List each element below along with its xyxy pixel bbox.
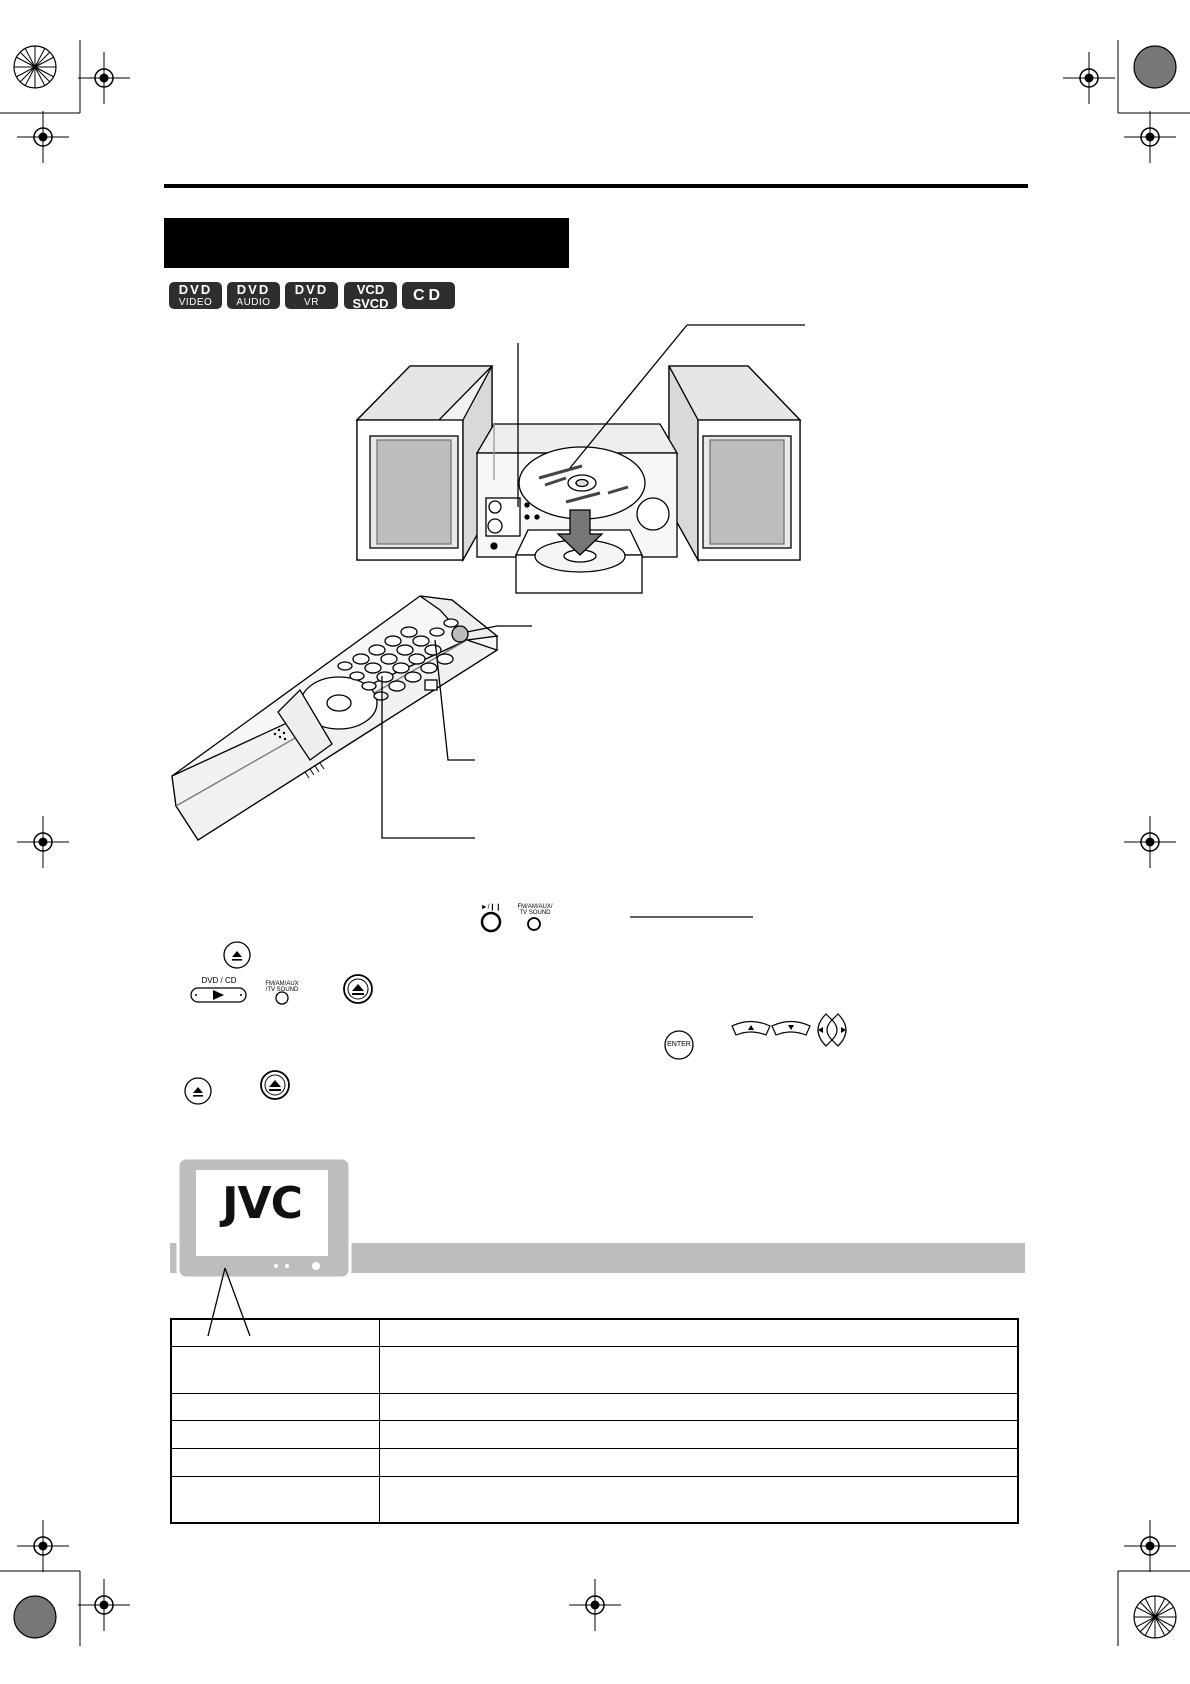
disc-badge-dvd-vr (285, 282, 338, 309)
fm-am-aux-tv-sound-button-icon (276, 992, 288, 1004)
table-cell-label (171, 1476, 380, 1523)
table-cell-label (171, 1421, 380, 1449)
eject-button-icon (224, 942, 250, 968)
badge-top-text: VCD (356, 282, 385, 297)
table-cell-label (171, 1449, 380, 1477)
tv-screen-logo: JVC (222, 1178, 302, 1229)
unit-fm-am-aux-label-bottom: /TV SOUND (265, 987, 299, 993)
unit-fm-am-aux-label-top: FM/AM/AUX (265, 981, 299, 987)
starburst-top-left (14, 46, 56, 88)
eject-button-icon-2 (185, 1078, 211, 1104)
table-cell-value (380, 1476, 1019, 1523)
table-row (171, 1421, 1018, 1449)
cursor-down-button-icon (772, 1022, 810, 1036)
badge-top-text: DVD (294, 282, 329, 297)
badge-top-text: CD (412, 287, 445, 304)
unit-eject-button-icon (344, 975, 372, 1003)
play-pause-button-icon (482, 913, 500, 931)
starburst-bottom-right (1134, 1596, 1176, 1638)
disc-badge-cd (402, 282, 455, 309)
table-cell-value (380, 1393, 1019, 1421)
table-row (171, 1319, 1018, 1347)
badge-top-text: DVD (178, 282, 213, 297)
enter-label: ENTER (667, 1041, 691, 1048)
badge-bottom-text: SVCD (352, 296, 389, 309)
badge-bottom-text: VIDEO (178, 297, 213, 308)
info-table (170, 1318, 1019, 1524)
fm-am-aux-label-top: FM/AM/AUX/ (517, 904, 553, 910)
remote-control-illustration (172, 596, 497, 840)
play-pause-label: ►/❙❙ (480, 904, 502, 911)
badge-top-text: DVD (236, 282, 271, 297)
table-row (171, 1449, 1018, 1477)
main-unit-illustration (357, 366, 800, 593)
table-cell-value (380, 1449, 1019, 1477)
table-cell-value (380, 1347, 1019, 1394)
fm-am-aux-label-bottom: TV SOUND (519, 910, 551, 916)
disc-badge-dvd-video (169, 282, 222, 309)
table-cell-value (380, 1421, 1019, 1449)
table-cell-label (171, 1393, 380, 1421)
header-rule (164, 184, 1028, 188)
table-row (171, 1347, 1018, 1394)
table-cell-value (380, 1319, 1019, 1347)
table-cell-label (171, 1347, 380, 1394)
cursor-left-right-button-icon (818, 1014, 846, 1046)
badge-bottom-text: VR (304, 297, 319, 308)
unit-eject-button-icon-2 (261, 1071, 289, 1099)
table-row (171, 1476, 1018, 1523)
table-cell-label (171, 1319, 380, 1347)
badge-bottom-text: AUDIO (236, 297, 271, 308)
section-title-bar (164, 218, 569, 268)
cursor-up-button-icon (732, 1022, 770, 1036)
dvd-cd-play-button-icon (191, 988, 246, 1002)
disc-badge-vcd-svcd (344, 282, 397, 309)
dvd-cd-label: DVD / CD (201, 976, 237, 985)
table-row (171, 1393, 1018, 1421)
disc-badge-dvd-audio (227, 282, 280, 309)
fm-am-aux-button-icon (528, 918, 540, 930)
